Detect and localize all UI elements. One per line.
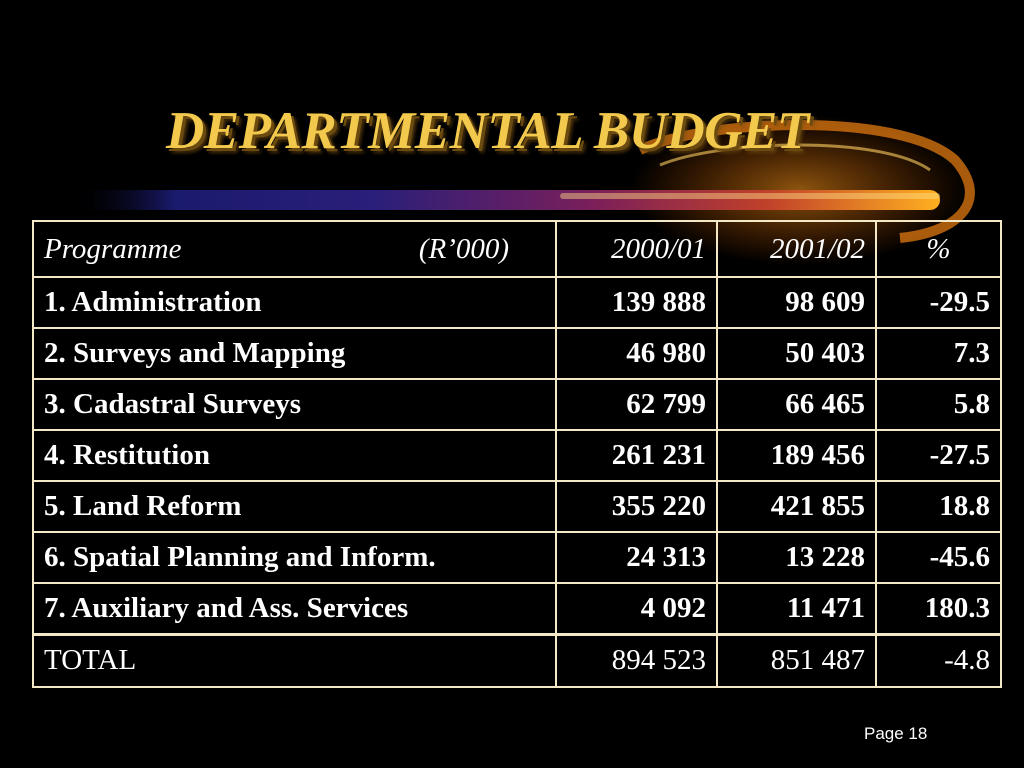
total-2001-cell: 851 487 [717, 634, 876, 687]
percent-cell: -29.5 [876, 277, 1001, 328]
value-2000-cell: 4 092 [556, 583, 717, 634]
value-2000-cell: 46 980 [556, 328, 717, 379]
value-2000-cell: 62 799 [556, 379, 717, 430]
programme-cell: 2. Surveys and Mapping [33, 328, 556, 379]
slide-title: DEPARTMENTAL BUDGET [166, 102, 809, 160]
table-header-row [33, 221, 1001, 277]
value-2001-cell: 421 855 [717, 481, 876, 532]
programme-cell: 6. Spatial Planning and Inform. [33, 532, 556, 583]
value-2001-cell: 50 403 [717, 328, 876, 379]
table-row [33, 430, 1001, 481]
header-unit-label: (R’000) [418, 232, 509, 265]
header-programme [33, 221, 556, 277]
programme-cell: 1. Administration [33, 277, 556, 328]
programme-cell: 5. Land Reform [33, 481, 556, 532]
table-row [33, 583, 1001, 634]
budget-table [32, 220, 1002, 688]
table-row [33, 481, 1001, 532]
total-row [33, 634, 1001, 687]
header-2000-01: 2000/01 [556, 221, 717, 277]
percent-cell: 7.3 [876, 328, 1001, 379]
percent-cell: 180.3 [876, 583, 1001, 634]
header-percent: % [876, 221, 1001, 277]
value-2000-cell: 24 313 [556, 532, 717, 583]
header-2001-02: 2001/02 [717, 221, 876, 277]
value-2000-cell: 261 231 [556, 430, 717, 481]
value-2001-cell: 98 609 [717, 277, 876, 328]
value-2001-cell: 189 456 [717, 430, 876, 481]
header-programme-label: Programme [44, 232, 182, 265]
value-2000-cell: 355 220 [556, 481, 717, 532]
percent-cell: -45.6 [876, 532, 1001, 583]
total-label-cell: TOTAL [33, 634, 556, 687]
percent-cell: 5.8 [876, 379, 1001, 430]
value-2000-cell: 139 888 [556, 277, 717, 328]
programme-cell: 4. Restitution [33, 430, 556, 481]
value-2001-cell: 66 465 [717, 379, 876, 430]
total-percent-cell: -4.8 [876, 634, 1001, 687]
programme-cell: 3. Cadastral Surveys [33, 379, 556, 430]
value-2001-cell: 11 471 [717, 583, 876, 634]
programme-cell: 7. Auxiliary and Ass. Services [33, 583, 556, 634]
percent-cell: 18.8 [876, 481, 1001, 532]
percent-cell: -27.5 [876, 430, 1001, 481]
total-2000-cell: 894 523 [556, 634, 717, 687]
table-row [33, 379, 1001, 430]
page-number: Page 18 [864, 724, 928, 743]
table-row [33, 277, 1001, 328]
table-row [33, 532, 1001, 583]
value-2001-cell: 13 228 [717, 532, 876, 583]
table-row [33, 328, 1001, 379]
